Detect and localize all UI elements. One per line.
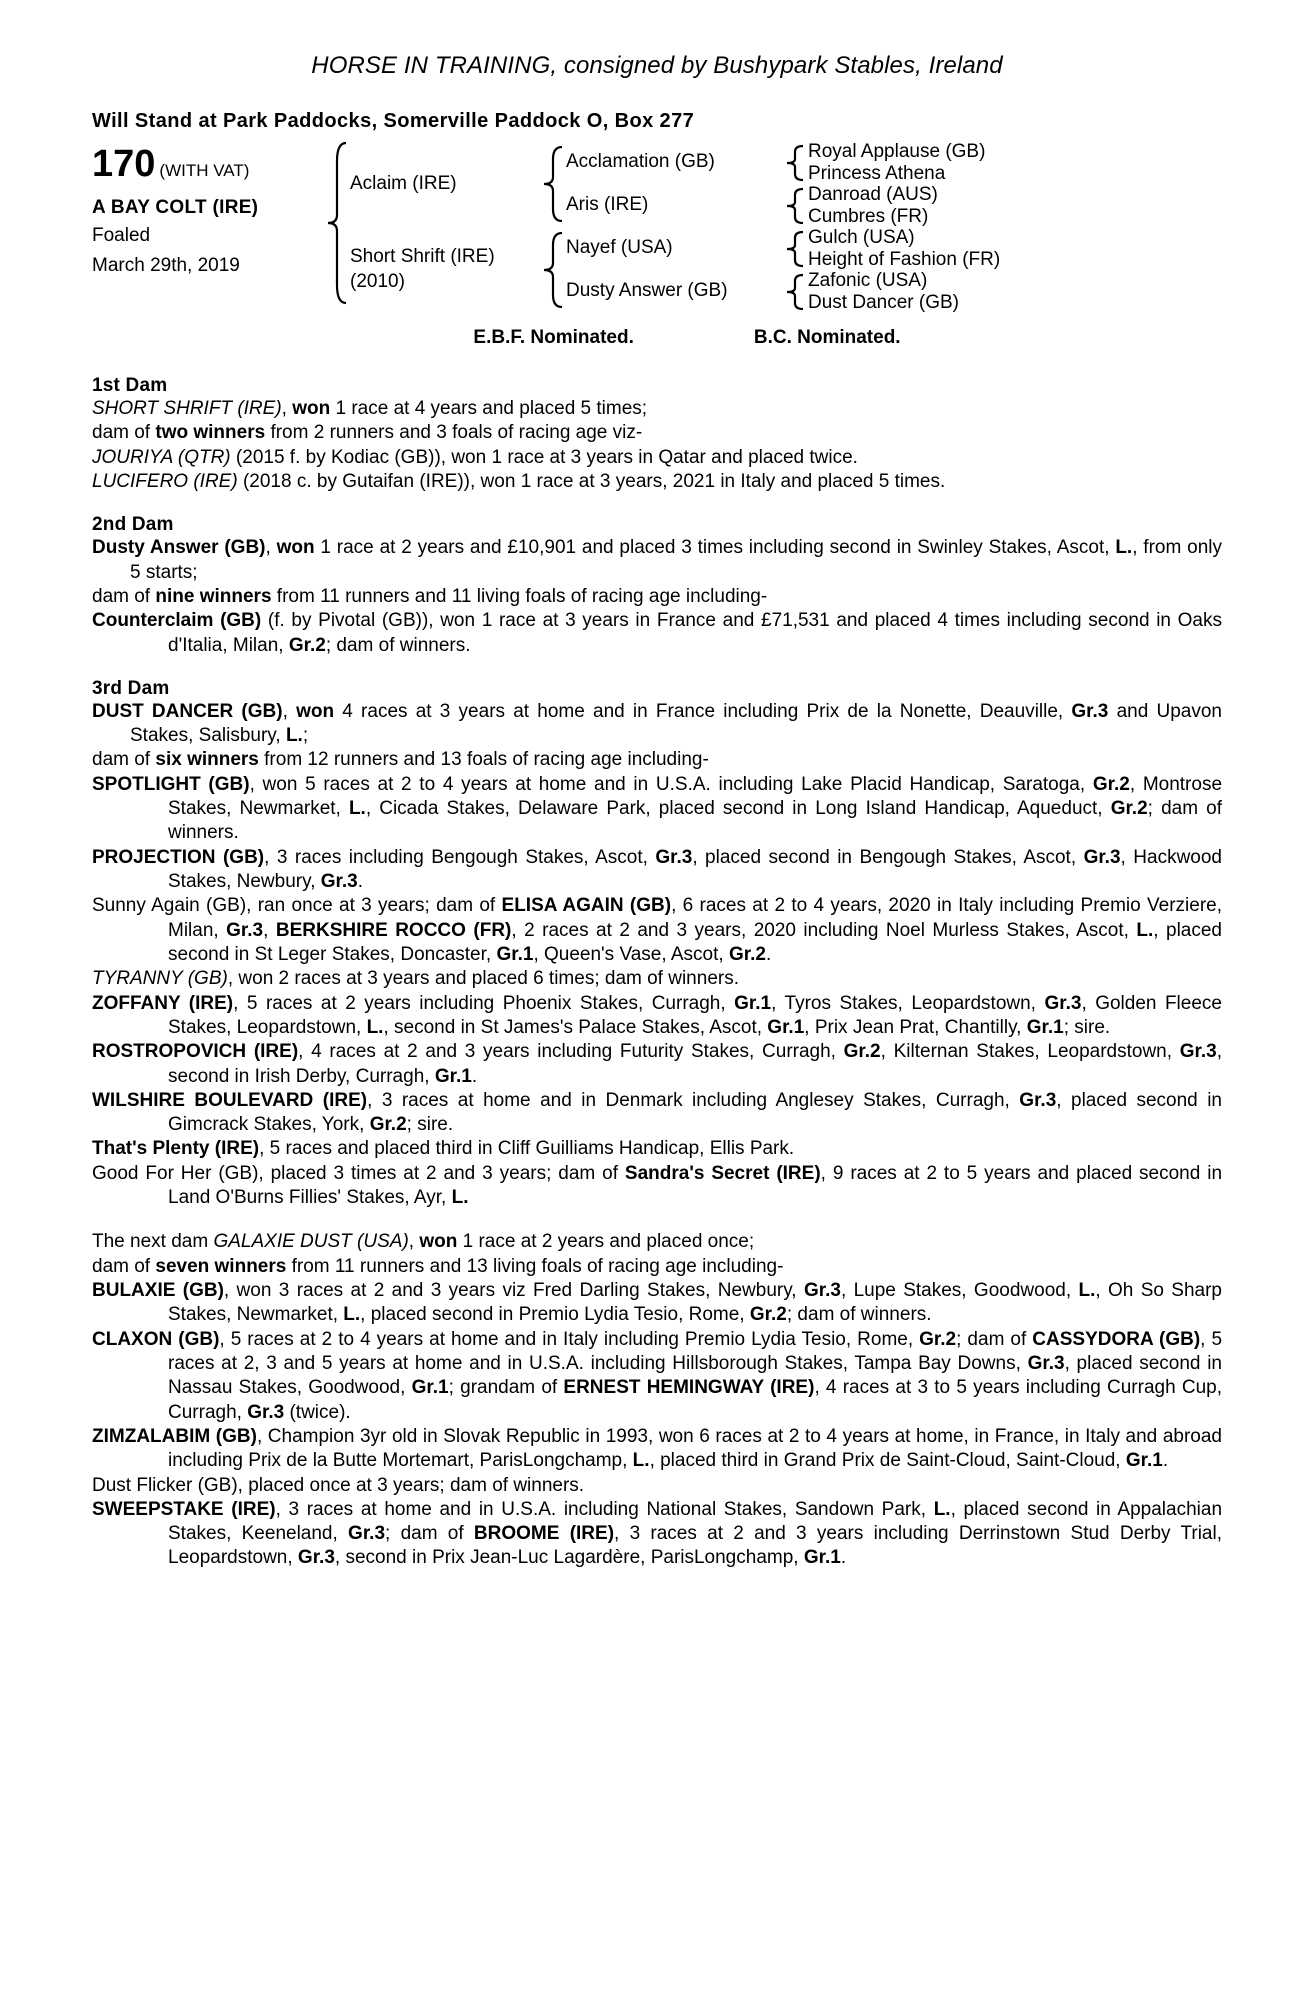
bc-nomination: B.C. Nominated. bbox=[753, 327, 901, 348]
brace-sire bbox=[542, 145, 564, 223]
third-dam-progeny: Good For Her (GB), placed 3 times at 2 and 3 years; dam of Sandra's Secret (IRE), 9 races at 2 to 5 years and placed second in Land O'Burns Fillies' Stakes, Ayr, L. bbox=[92, 1162, 1223, 1209]
next-dam-progeny: ZIMZALABIM (GB), Champion 3yr old in Slovak Republic in 1993, won 6 races at 2 to 4 years at home, in France, in Italy and abroad including Prix de la Butte Mortemart, ParisLongchamp, L., placed third in Grand Prix de Saint-Cloud, Saint-Cloud, Gr.1. bbox=[92, 1425, 1222, 1472]
g3-line: Cumbres (FR) bbox=[808, 205, 929, 227]
dam-cell bbox=[350, 227, 540, 313]
third-dam-progeny: ZOFFANY (IRE), 5 races at 2 years including Phoenix Stakes, Curragh, Gr.1, Tyros Stakes, Leopardstown, Gr.3, Golden Fleece Stakes, Leopardstown, L., second in St James's Palace Stakes, Ascot, Gr.1, Prix Jean Prat, Chantilly, Gr.1; sire. bbox=[92, 992, 1222, 1038]
sire-name: Aclaim (IRE) bbox=[350, 172, 457, 194]
nominations-line bbox=[92, 327, 1222, 349]
pedigree-generation-3 bbox=[808, 141, 1222, 313]
pedigree-subject bbox=[92, 141, 324, 278]
first-dam-progeny: JOURIYA (QTR) (2015 f. by Kodiac (GB)), won 1 race at 3 years in Qatar and placed twice. bbox=[92, 446, 858, 468]
next-dam-line: dam of seven winners from 11 runners and 13 living foals of racing age including- bbox=[92, 1255, 784, 1277]
lot-line bbox=[92, 145, 324, 183]
g3-line: Height of Fashion (FR) bbox=[808, 248, 1001, 270]
second-dam-line: Dusty Answer (GB), won 1 race at 2 years and £10,901 and placed 3 times including second in Swinley Stakes, Ascot, L., from only 5 starts; bbox=[92, 537, 1222, 583]
g3-line: Zafonic (USA) bbox=[808, 270, 928, 291]
brace-g3-1 bbox=[785, 144, 805, 182]
foaled-date: March 29th, 2019 bbox=[92, 254, 240, 276]
brace-g3-4 bbox=[785, 273, 805, 311]
sires-sire-cell bbox=[566, 141, 782, 184]
lot-description: A BAY COLT (IRE) bbox=[92, 197, 259, 218]
ebf-nomination: E.B.F. Nominated. bbox=[473, 327, 634, 348]
dams-sire-cell bbox=[566, 227, 782, 270]
next-dam-line: The next dam GALAXIE DUST (USA), won 1 race at 2 years and placed once; bbox=[92, 1231, 755, 1253]
second-dam-progeny: Counterclaim (GB) (f. by Pivotal (GB)), won 1 race at 3 years in France and £71,531 and placed 4 times including second in Oaks d'Italia, Milan, Gr.2; dam of winners. bbox=[92, 610, 1222, 656]
brace-level-1 bbox=[324, 141, 350, 305]
first-dam-section bbox=[92, 375, 1222, 494]
brace-level-3-group bbox=[782, 141, 808, 313]
g3-line: Dust Dancer (GB) bbox=[808, 291, 959, 313]
third-dam-progeny: That's Plenty (IRE), 5 races and placed third in Cliff Guilliams Handicap, Ellis Park. bbox=[92, 1138, 795, 1160]
dams-dam-cell bbox=[566, 270, 782, 313]
standing-location: Will Stand at Park Paddocks, Somerville Paddock O, Box 277 bbox=[92, 110, 695, 132]
g3-line: Royal Applause (GB) bbox=[808, 141, 986, 162]
first-dam-line: SHORT SHRIFT (IRE), won 1 race at 4 years and placed 5 times; bbox=[92, 398, 648, 419]
next-dam-progeny: BULAXIE (GB), won 3 races at 2 and 3 years viz Fred Darling Stakes, Newbury, Gr.3, Lupe Stakes, Goodwood, L., Oh So Sharp Stakes, Newmarket, L., placed second in Premio Lydia Tesio, Rome, Gr.2; dam of winners. bbox=[92, 1280, 1223, 1326]
third-dam-line: DUST DANCER (GB), won 4 races at 3 years at home and in France including Prix de la Nonette, Deauville, Gr.3 and Upavon Stakes, Salisbury, L.; bbox=[92, 700, 1222, 747]
page-header-title: HORSE IN TRAINING, consigned by Bushypark Stables, Ireland bbox=[311, 52, 1003, 79]
brace-g3-2 bbox=[785, 187, 805, 225]
g3-line: Gulch (USA) bbox=[808, 227, 915, 248]
pedigree-generation-2 bbox=[566, 141, 782, 313]
sires-dam-cell bbox=[566, 184, 782, 227]
first-dam-progeny: LUCIFERO (IRE) (2018 c. by Gutaifan (IRE)), won 1 race at 3 years, 2021 in Italy and placed 5 times. bbox=[92, 470, 946, 492]
sires-dam-name: Aris (IRE) bbox=[566, 194, 649, 216]
first-dam-line: dam of two winners from 2 runners and 3 foals of racing age viz- bbox=[92, 422, 643, 444]
g3-line: Princess Athena bbox=[808, 162, 946, 184]
dam-year: (2010) bbox=[350, 271, 405, 292]
third-dam-heading: 3rd Dam bbox=[92, 677, 170, 699]
first-dam-heading: 1st Dam bbox=[92, 375, 168, 396]
brace-g3-3 bbox=[785, 230, 805, 268]
next-dam-progeny: Dust Flicker (GB), placed once at 3 years; dam of winners. bbox=[92, 1474, 585, 1496]
next-dam-section bbox=[92, 1230, 1222, 1570]
sires-sire-name: Acclamation (GB) bbox=[566, 151, 715, 173]
third-dam-progeny: PROJECTION (GB), 3 races including Bengough Stakes, Ascot, Gr.3, placed second in Bengough Stakes, Ascot, Gr.3, Hackwood Stakes, Newbury, Gr.3. bbox=[92, 846, 1222, 892]
g3-line: Danroad (AUS) bbox=[808, 184, 938, 205]
third-dam-line: dam of six winners from 12 runners and 13 foals of racing age including- bbox=[92, 749, 709, 771]
lot-vat-note: (WITH VAT) bbox=[159, 161, 250, 180]
dam-name: Short Shrift (IRE) bbox=[350, 246, 495, 268]
dams-dam-name: Dusty Answer (GB) bbox=[566, 280, 728, 302]
foaled-label: Foaled bbox=[92, 225, 151, 246]
sire-cell bbox=[350, 141, 540, 227]
second-dam-line: dam of nine winners from 11 runners and 11 living foals of racing age including- bbox=[92, 585, 768, 607]
next-dam-progeny: SWEEPSTAKE (IRE), 3 races at home and in U.S.A. including National Stakes, Sandown Park, L., placed second in Appalachian Stakes, Keeneland, Gr.3; dam of BROOME (IRE), 3 races at 2 and 3 years including Derrinstown Stud Derby Trial, Leopardstown, Gr.3, second in Prix Jean-Luc Lagardère, ParisLongchamp, Gr.1. bbox=[92, 1498, 1223, 1569]
pedigree-generation-1 bbox=[350, 141, 540, 313]
third-dam-progeny: WILSHIRE BOULEVARD (IRE), 3 races at home and in Denmark including Anglesey Stakes, Curragh, Gr.3, placed second in Gimcrack Stakes, York, Gr.2; sire. bbox=[92, 1089, 1222, 1136]
third-dam-progeny: TYRANNY (GB), won 2 races at 3 years and placed 6 times; dam of winners. bbox=[92, 968, 739, 990]
brace-dam bbox=[542, 231, 564, 309]
third-dam-progeny: ROSTROPOVICH (IRE), 4 races at 2 and 3 years including Futurity Stakes, Curragh, Gr.2, Kilternan Stakes, Leopardstown, Gr.3, second in Irish Derby, Curragh, Gr.1. bbox=[92, 1041, 1222, 1087]
second-dam-section bbox=[92, 514, 1222, 658]
second-dam-heading: 2nd Dam bbox=[92, 514, 174, 536]
third-dam-progeny: Sunny Again (GB), ran once at 3 years; dam of ELISA AGAIN (GB), 6 races at 2 to 4 years, 2020 in Italy including Premio Verziere, Milan, Gr.3, BERKSHIRE ROCCO (FR), 2 races at 2 and 3 years, 2020 including Noel Murless Stakes, Ascot, L., placed second in St Leger Stakes, Doncaster, Gr.1, Queen's Vase, Ascot, Gr.2. bbox=[92, 895, 1223, 965]
next-dam-progeny: CLAXON (GB), 5 races at 2 to 4 years at home and in Italy including Premio Lydia Tesio, Rome, Gr.2; dam of CASSYDORA (GB), 5 races at 2, 3 and 5 years at home and in U.S.A. including Hillsborough Stakes, Tampa Bay Downs, Gr.3, placed second in Nassau Stakes, Goodwood, Gr.1; grandam of ERNEST HEMINGWAY (IRE), 4 races at 3 to 5 years including Curragh Cup, Curragh, Gr.3 (twice). bbox=[92, 1328, 1223, 1423]
lot-number: 170 bbox=[92, 143, 156, 185]
third-dam-section bbox=[92, 678, 1222, 1211]
brace-level-2-group bbox=[540, 141, 566, 313]
third-dam-progeny: SPOTLIGHT (GB), won 5 races at 2 to 4 years at home and in U.S.A. including Lake Placid Handicap, Saratoga, Gr.2, Montrose Stakes, Newmarket, L., Cicada Stakes, Delaware Park, placed second in Long Island Handicap, Aqueduct, Gr.2; dam of winners. bbox=[92, 773, 1223, 844]
pedigree-table bbox=[92, 141, 1222, 313]
dams-sire-name: Nayef (USA) bbox=[566, 237, 673, 259]
